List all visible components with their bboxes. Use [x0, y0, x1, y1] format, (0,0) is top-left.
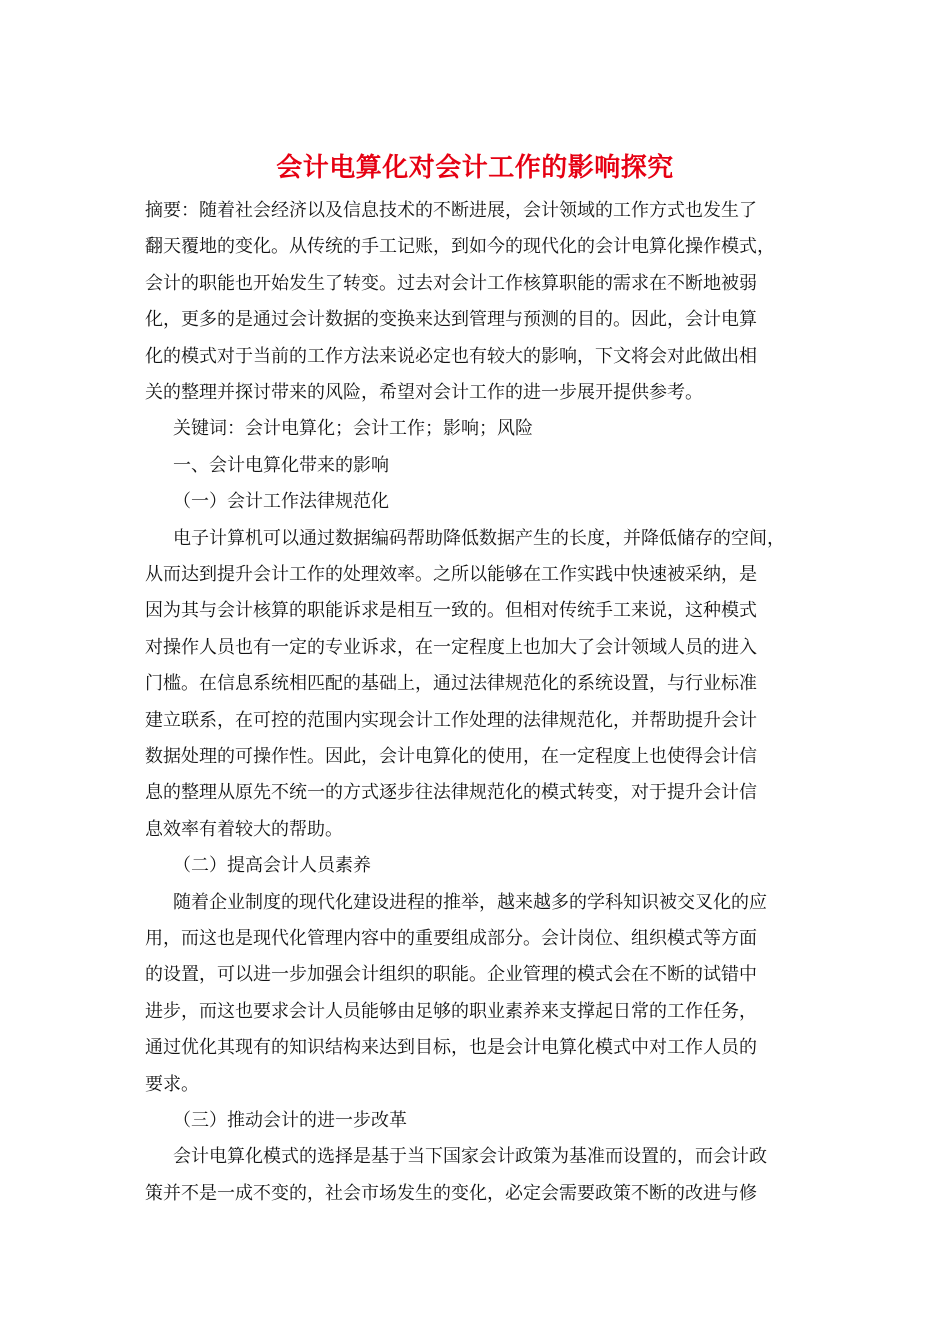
text-line: 策并不是一成不变的，社会市场发生的变化，必定会需要政策不断的改进与修	[145, 1182, 757, 1204]
text-line: 从而达到提升会计工作的处理效率。之所以能够在工作实践中快速被采纳，是	[145, 564, 757, 585]
text-line: 会计的职能也开始发生了转变。过去对会计工作核算职能的需求在不断地被弱	[145, 272, 757, 294]
text-line: 摘要：随着社会经济以及信息技术的不断进展，会计领域的工作方式也发生了	[145, 200, 757, 221]
text-line: 数据处理的可操作性。因此，会计电算化的使用，在一定程度上也使得会计信	[145, 746, 757, 767]
text-line: （二）提高会计人员素养	[173, 855, 371, 877]
text-line: 息效率有着较大的帮助。	[145, 818, 343, 840]
text-line: （三）推动会计的进一步改革	[173, 1110, 407, 1131]
document-title: 会计电算化对会计工作的影响探究	[276, 153, 674, 183]
text-line: 通过优化其现有的知识结构来达到目标，也是会计电算化模式中对工作人员的	[145, 1037, 757, 1059]
text-line: 电子计算机可以通过数据编码帮助降低数据产生的长度，并降低储存的空间，	[173, 527, 785, 549]
text-line: 对操作人员也有一定的专业诉求，在一定程度上也加大了会计领域人员的进入	[145, 636, 757, 658]
text-line: 化的模式对于当前的工作方法来说必定也有较大的影响，下文将会对此做出相	[145, 345, 757, 367]
text-line: 建立联系，在可控的范围内实现会计工作处理的法律规范化，并帮助提升会计	[145, 709, 757, 731]
text-line: 关键词：会计电算化；会计工作；影响；风险	[173, 418, 533, 440]
text-line: 息的整理从原先不统一的方式逐步往法律规范化的模式转变，对于提升会计信	[145, 782, 757, 804]
text-line: 的设置，可以进一步加强会计组织的职能。企业管理的模式会在不断的试错中	[145, 964, 757, 986]
text-line: 随着企业制度的现代化建设进程的推举，越来越多的学科知识被交叉化的应	[173, 891, 767, 913]
text-line: 会计电算化模式的选择是基于当下国家会计政策为基准而设置的，而会计政	[173, 1146, 767, 1168]
text-line: 翻天覆地的变化。从传统的手工记账，到如今的现代化的会计电算化操作模式，	[145, 236, 775, 258]
text-line: 化，更多的是通过会计数据的变换来达到管理与预测的目的。因此，会计电算	[145, 309, 757, 331]
text-line: （一）会计工作法律规范化	[173, 491, 389, 513]
text-line: 一、会计电算化带来的影响	[173, 454, 389, 476]
text-line: 要求。	[145, 1073, 199, 1095]
text-line: 因为其与会计核算的职能诉求是相互一致的。但相对传统手工来说，这种模式	[145, 600, 757, 622]
text-line: 用，而这也是现代化管理内容中的重要组成部分。会计岗位、组织模式等方面	[145, 928, 757, 949]
text-line: 进步，而这也要求会计人员能够由足够的职业素养来支撑起日常的工作任务，	[145, 1000, 757, 1022]
text-line: 关的整理并探讨带来的风险，希望对会计工作的进一步展开提供参考。	[145, 382, 703, 403]
text-line: 门槛。在信息系统相匹配的基础上，通过法律规范化的系统设置，与行业标准	[145, 673, 757, 695]
